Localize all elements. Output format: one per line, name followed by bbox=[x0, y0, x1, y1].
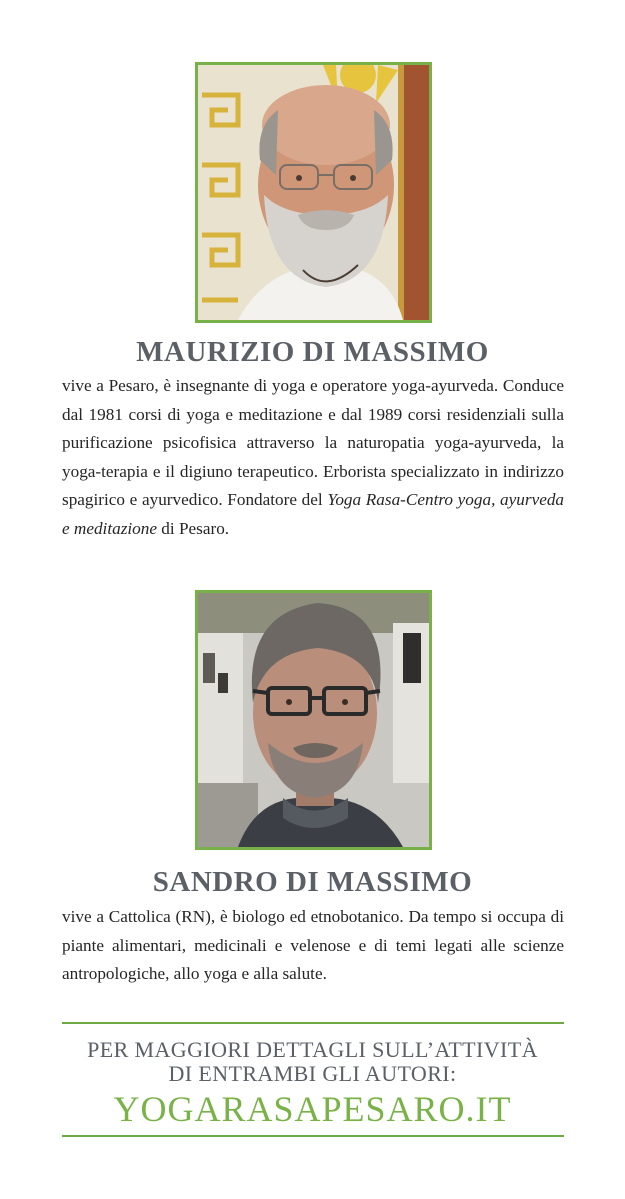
footer-cta-line2: DI ENTRAMBI GLI AUTORI: bbox=[168, 1061, 457, 1086]
author-name-maurizio: MAURIZIO DI MASSIMO bbox=[136, 336, 489, 368]
bio-text-segment: vive a Cattolica (RN), è biologo ed etnobotanico. Da tempo si occupa di piante alimentari, medicinali e velenose e di temi legati alle scienze antropologiche, allo yoga e alla salute. bbox=[62, 907, 564, 984]
divider-bottom bbox=[62, 1135, 564, 1137]
portrait-illustration bbox=[198, 593, 429, 847]
author-bio-maurizio bbox=[62, 372, 564, 544]
bio-text-segment: vive a Pesaro, è insegnante di yoga e operatore yoga-ayurveda. Conduce dal 1981 corsi di yoga e meditazione e dal 1989 corsi residenziali sulla purificazione psicofisica attraverso la naturopatia yoga-ayurveda, la yoga-terapia e il digiuno terapeutico. Erborista specializzato in indirizzo spagirico e ayurvedico. Fondatore del bbox=[62, 376, 564, 510]
website-link[interactable]: YOGARASAPESARO.IT bbox=[113, 1089, 512, 1129]
footer-cta-line1: PER MAGGIORI DETTAGLI SULL’ATTIVITÀ bbox=[87, 1037, 538, 1062]
author-photo-sandro bbox=[195, 590, 432, 850]
bio-italic-segment: Yoga Rasa-Centro yoga, ayurveda e meditazione bbox=[62, 490, 565, 538]
bio-text-segment: di Pesaro. bbox=[157, 518, 230, 538]
divider-top bbox=[62, 1022, 564, 1024]
author-photo-maurizio bbox=[195, 62, 432, 323]
author-bio-sandro bbox=[62, 903, 564, 989]
portrait-illustration bbox=[198, 65, 429, 320]
author-name-sandro: SANDRO DI MASSIMO bbox=[152, 866, 473, 898]
